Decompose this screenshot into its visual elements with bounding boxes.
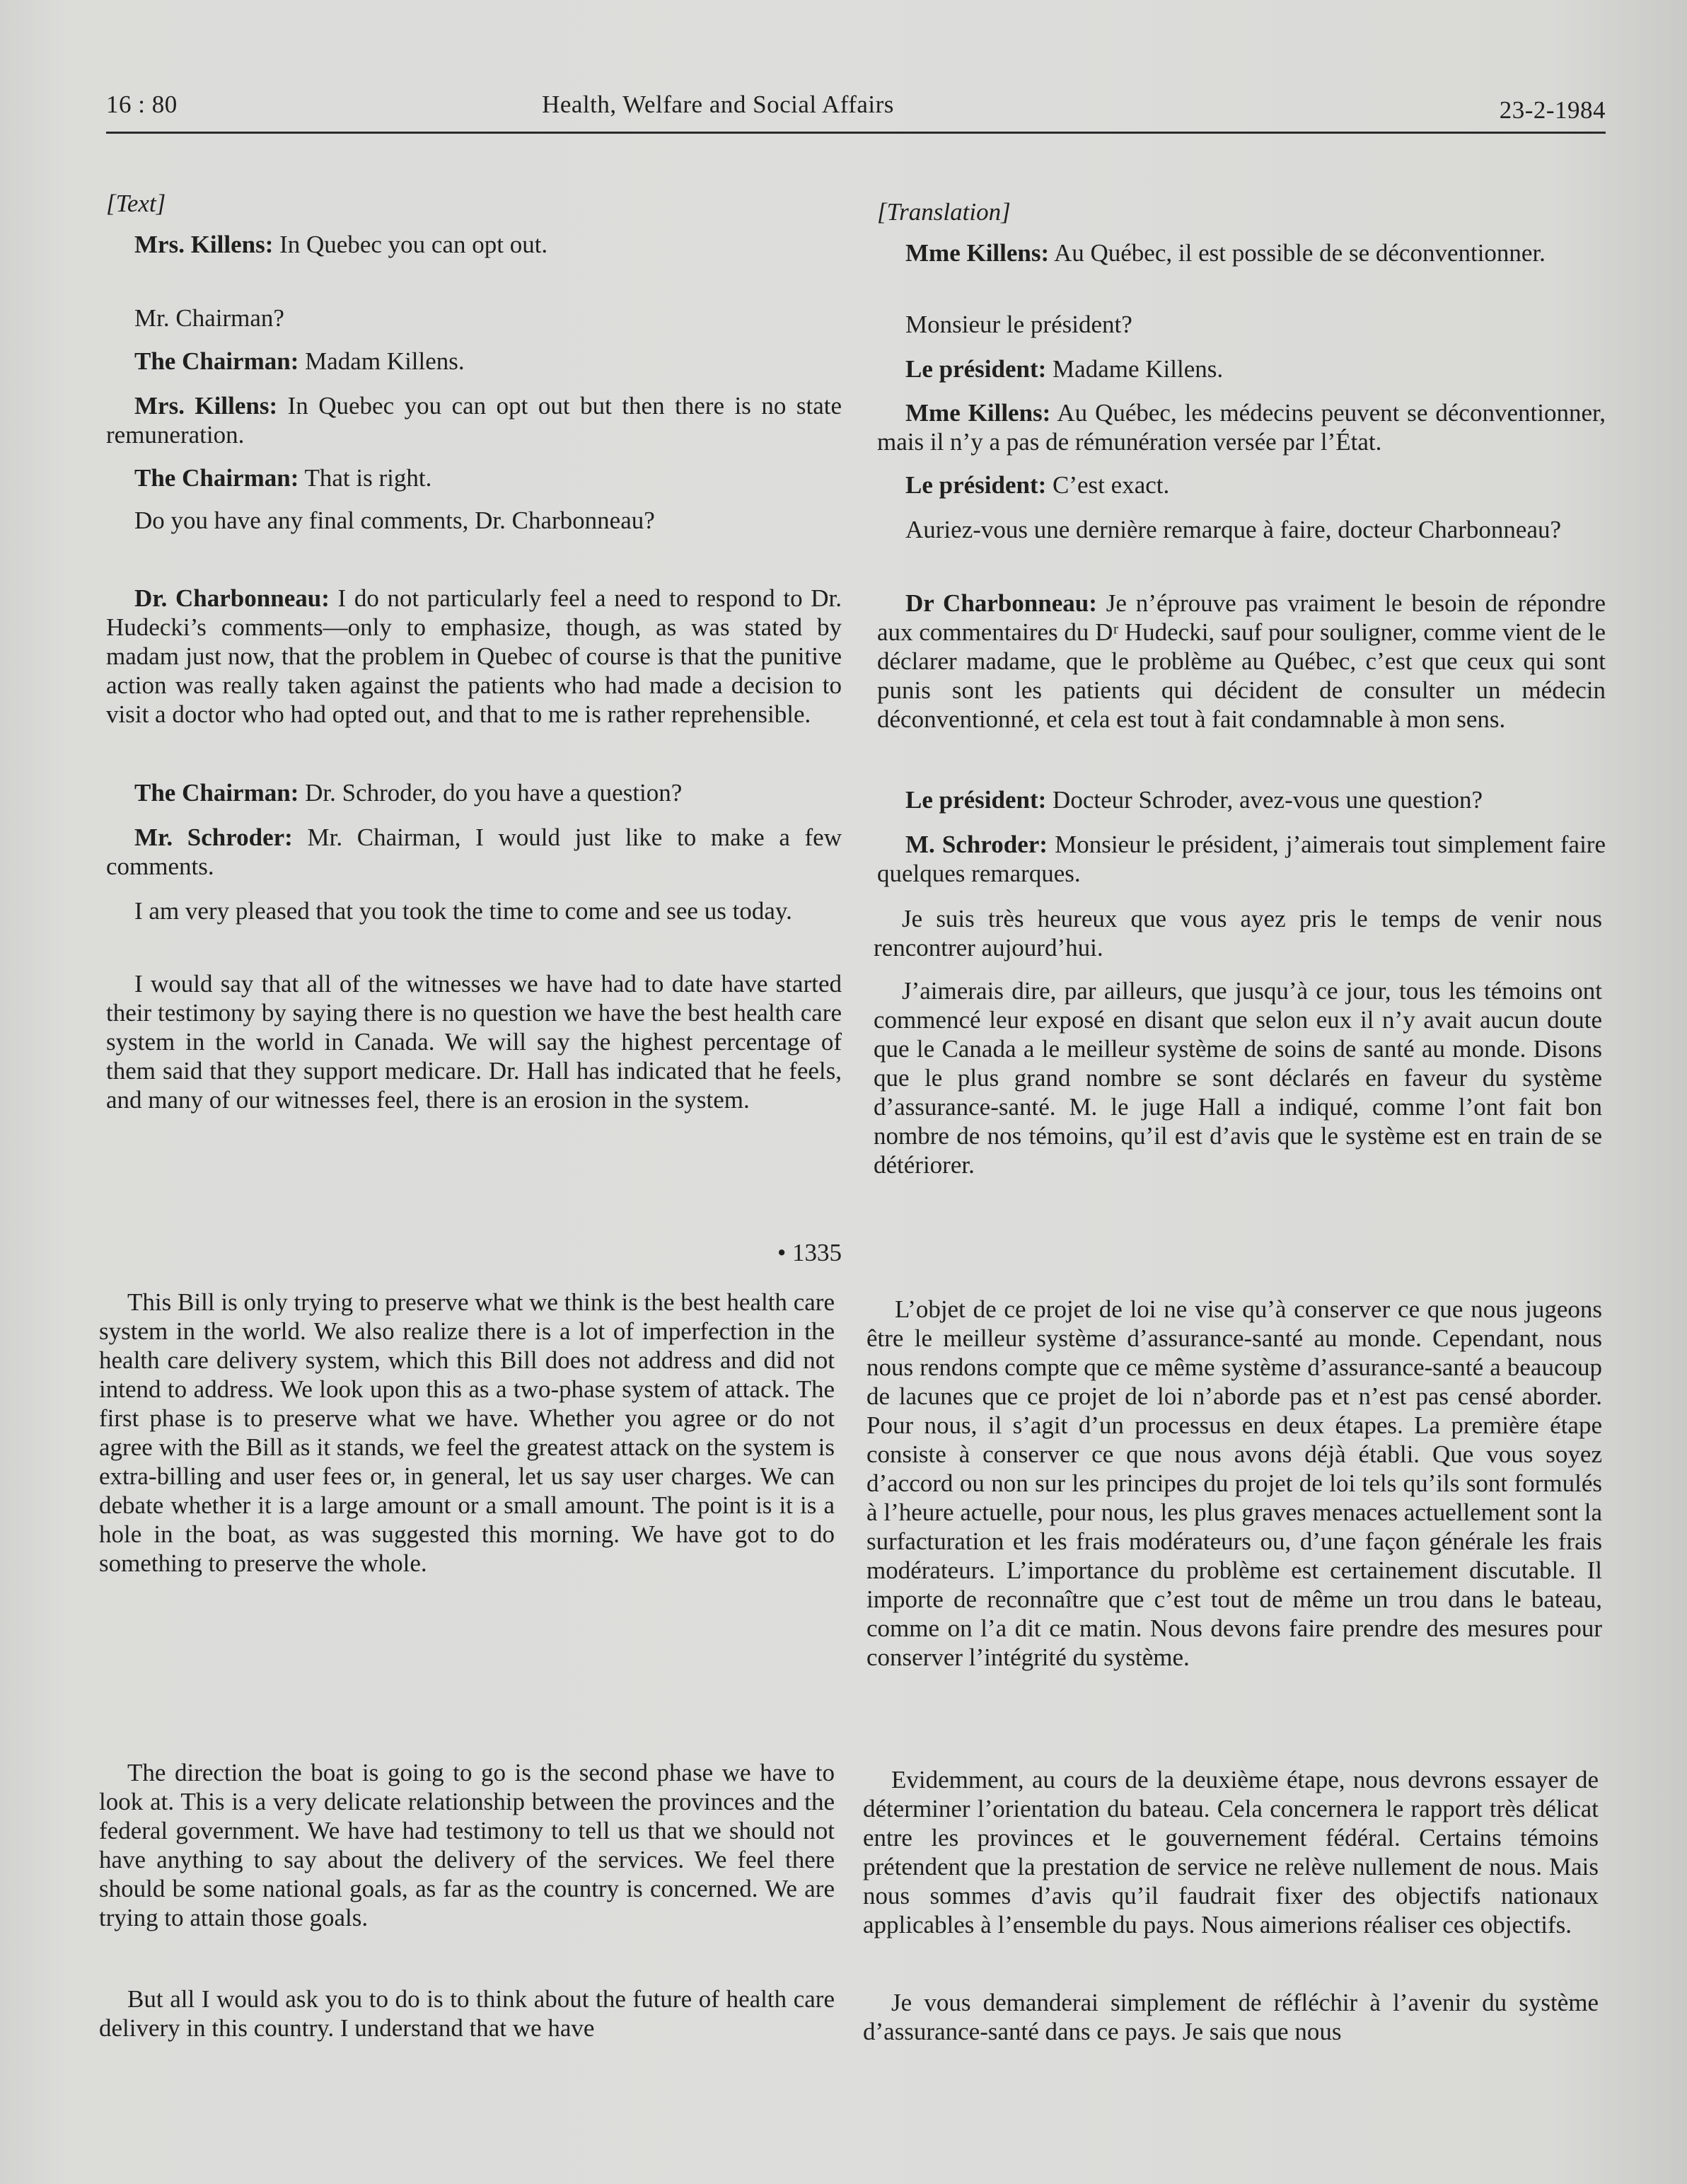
speaker-name: The Chairman: (134, 464, 299, 492)
speaker-name: Le président: (905, 786, 1047, 814)
left-para-7 (106, 584, 842, 729)
time-marker: • 1335 (777, 1239, 842, 1266)
left-para-3 (106, 347, 842, 376)
header-rule (106, 132, 1606, 134)
right-para-1 (877, 238, 1606, 267)
speech-text: Au Québec, il est possible de se déconventionner. (1049, 239, 1546, 267)
left-para-14: But all I would ask you to do is to think about the future of health care delivery in this country. I understand that we have (99, 1985, 835, 2042)
left-para-11: I would say that all of the witnesses we have had to date have started their testimony by saying there is no question we have the best health care system in the world in Canada. We will say the highest percentage of them said that they support medicare. Dr. Hall has indicated that he feels, and many of our witnesses feel, there is an erosion in the system. (106, 970, 842, 1114)
right-para-5 (877, 470, 1606, 499)
left-para-6: Do you have any final comments, Dr. Charbonneau? (134, 507, 655, 534)
right-para-3 (877, 354, 1606, 383)
right-para-9 (877, 830, 1606, 888)
speaker-name: Le président: (905, 355, 1047, 383)
left-para-4 (106, 391, 842, 449)
speech-text: Madame Killens. (1046, 355, 1224, 383)
left-para-13: The direction the boat is going to go is the second phase we have to look at. This is a very delicate relationship between the provinces and the federal government. We have had testimony to tell us that we should not have anything to say about the delivery of the services. We feel there should be some national goals, as far as the country is concerned. We are trying to attain those goals. (99, 1759, 835, 1931)
speech-text: Au Québec, les médecins peuvent se déconventionner, mais il n’y a pas de rémunération versée par l’État. (877, 399, 1606, 456)
running-title: Health, Welfare and Social Affairs (542, 91, 894, 118)
page-header (106, 91, 1606, 133)
left-para-1 (106, 230, 842, 259)
speech-text: That is right. (298, 464, 432, 492)
right-para-10: Je suis très heureux que vous ayez pris le temps de venir nous rencontrer aujourd’hui. (874, 905, 1602, 961)
speech-text: Monsieur le président, j’aimerais tout simplement faire quelques remarques. (877, 831, 1606, 887)
speech-text: I do not particularly feel a need to respond to Dr. Hudecki’s comments—only to emphasize, though, as was stated by madam just now, that the problem in Quebec of course is that the punitive action was really taken against the patients who had made a decision to visit a doctor who had opted out, and that to me is rather reprehensible. (106, 584, 842, 728)
speaker-name: Dr. Charbonneau: (134, 584, 330, 612)
speech-text: In Quebec you can opt out. (273, 231, 548, 258)
speaker-name: Mrs. Killens: (134, 231, 274, 258)
speaker-name: Dr Charbonneau: (905, 589, 1097, 617)
page-number: 16 : 80 (106, 91, 178, 118)
text-tag: [Text] (106, 190, 166, 217)
right-para-7 (877, 589, 1606, 734)
speaker-name: Mr. Schroder: (134, 824, 293, 851)
right-para-8 (877, 785, 1606, 814)
speaker-name: Mme Killens: (905, 239, 1050, 267)
speaker-name: The Chairman: (134, 347, 299, 375)
speech-text: Mr. Chairman, I would just like to make a few comments. (106, 824, 842, 880)
left-para-8 (106, 778, 842, 807)
speaker-name: M. Schroder: (905, 831, 1048, 858)
right-para-14: Je vous demanderai simplement de réfléchir à l’avenir du système d’assurance-santé dans ce pays. Je sais que nous (863, 1989, 1599, 2045)
right-para-2: Monsieur le président? (905, 311, 1132, 338)
speech-text: Docteur Schroder, avez-vous une question? (1046, 786, 1483, 814)
right-para-6: Auriez-vous une dernière remarque à faire, docteur Charbonneau? (905, 516, 1562, 543)
left-para-12: This Bill is only trying to preserve what we think is the best health care system in the world. We also realize there is a lot of imperfection in the health care delivery system, which this Bill does not address and did not intend to address. We look upon this as a two-phase system of attack. The first phase is to preserve what we have. Whether you agree or do not agree with the Bill as it stands, we feel the greatest attack on the system is extra-billing and user fees or, in general, let us say user charges. We can debate whether it is a large amount or a small amount. The point is it is a hole in the boat, as was suggested this morning. We have got to do something to preserve the whole. (99, 1288, 835, 1577)
speaker-name: Mrs. Killens: (134, 392, 278, 420)
speaker-name: Mme Killens: (905, 399, 1051, 427)
right-para-4 (877, 398, 1606, 456)
left-para-9 (106, 823, 842, 881)
right-para-11: J’aimerais dire, par ailleurs, que jusqu’à ce jour, tous les témoins ont commencé leur exposé en disant que selon eux il n’y avait aucun doute que le Canada a le meilleur système de soins de santé au monde. Disons que le plus grand nombre se sont déclarés en faveur du système d’assurance-santé. M. le juge Hall a indiqué, comme l’ont fait bon nombre de nos témoins, qu’il est d’avis que le système est en train de se détériorer. (874, 977, 1602, 1179)
speaker-name: Le président: (905, 471, 1047, 499)
speech-text: Madam Killens. (298, 347, 465, 375)
header-date: 23-2-1984 (1499, 96, 1606, 124)
right-para-12: L’objet de ce projet de loi ne vise qu’à conserver ce que nous jugeons être le meilleur système d’assurance-santé au monde. Cependant, nous nous rendons compte que ce même système d’assurance-santé a beaucoup de lacunes que ce projet de loi n’aborde pas et n’est pas censé aborder. Pour nous, il s’agit d’un processus en deux étapes. La première étape consiste à conserver ce que nous avons déjà établi. Que vous soyez d’accord ou non sur les principes du projet de loi tels qu’ils sont formulés à l’heure actuelle, pour nous, les plus graves menaces actuellement sont la surfacturation et les frais modérateurs ou, d’une façon générale les frais modérateurs. L’importance du problème est certainement discutable. Il importe de reconnaître que c’est tout de même un trou dans le bateau, comme on l’a dit ce matin. Nous devons faire prendre des mesures pour conserver l’intégrité du système. (866, 1295, 1602, 1671)
right-para-13: Evidemment, au cours de la deuxième étape, nous devrons essayer de déterminer l’orientation du bateau. Cela concernera le rapport très délicat entre les provinces et le gouvernement fédéral. Certains témoins prétendent que la prestation de service ne relève nullement de nous. Mais nous sommes d’avis qu’il faudrait fixer des objectifs nationaux applicables à l’ensemble du pays. Nous aimerions réaliser ces objectifs. (863, 1766, 1599, 1939)
speech-text: C’est exact. (1046, 471, 1170, 499)
translation-tag: [Translation] (877, 198, 1011, 226)
left-para-2: Mr. Chairman? (134, 304, 284, 332)
left-para-5 (106, 463, 842, 492)
speaker-name: The Chairman: (134, 779, 299, 807)
left-para-10: I am very pleased that you took the time to come and see us today. (134, 897, 792, 925)
speech-text: Je n’éprouve pas vraiment le besoin de répondre aux commentaires du Dʳ Hudecki, sauf pour souligner, comme vient de le déclarer madame, que le problème au Québec, c’est que ceux qui sont punis sont les patients qui décident de consulter un médecin déconventionné, et cela est tout à fait condamnable à mon sens. (877, 589, 1606, 733)
speech-text: In Quebec you can opt out but then there is no state remuneration. (106, 392, 842, 449)
speech-text: Dr. Schroder, do you have a question? (298, 779, 683, 807)
